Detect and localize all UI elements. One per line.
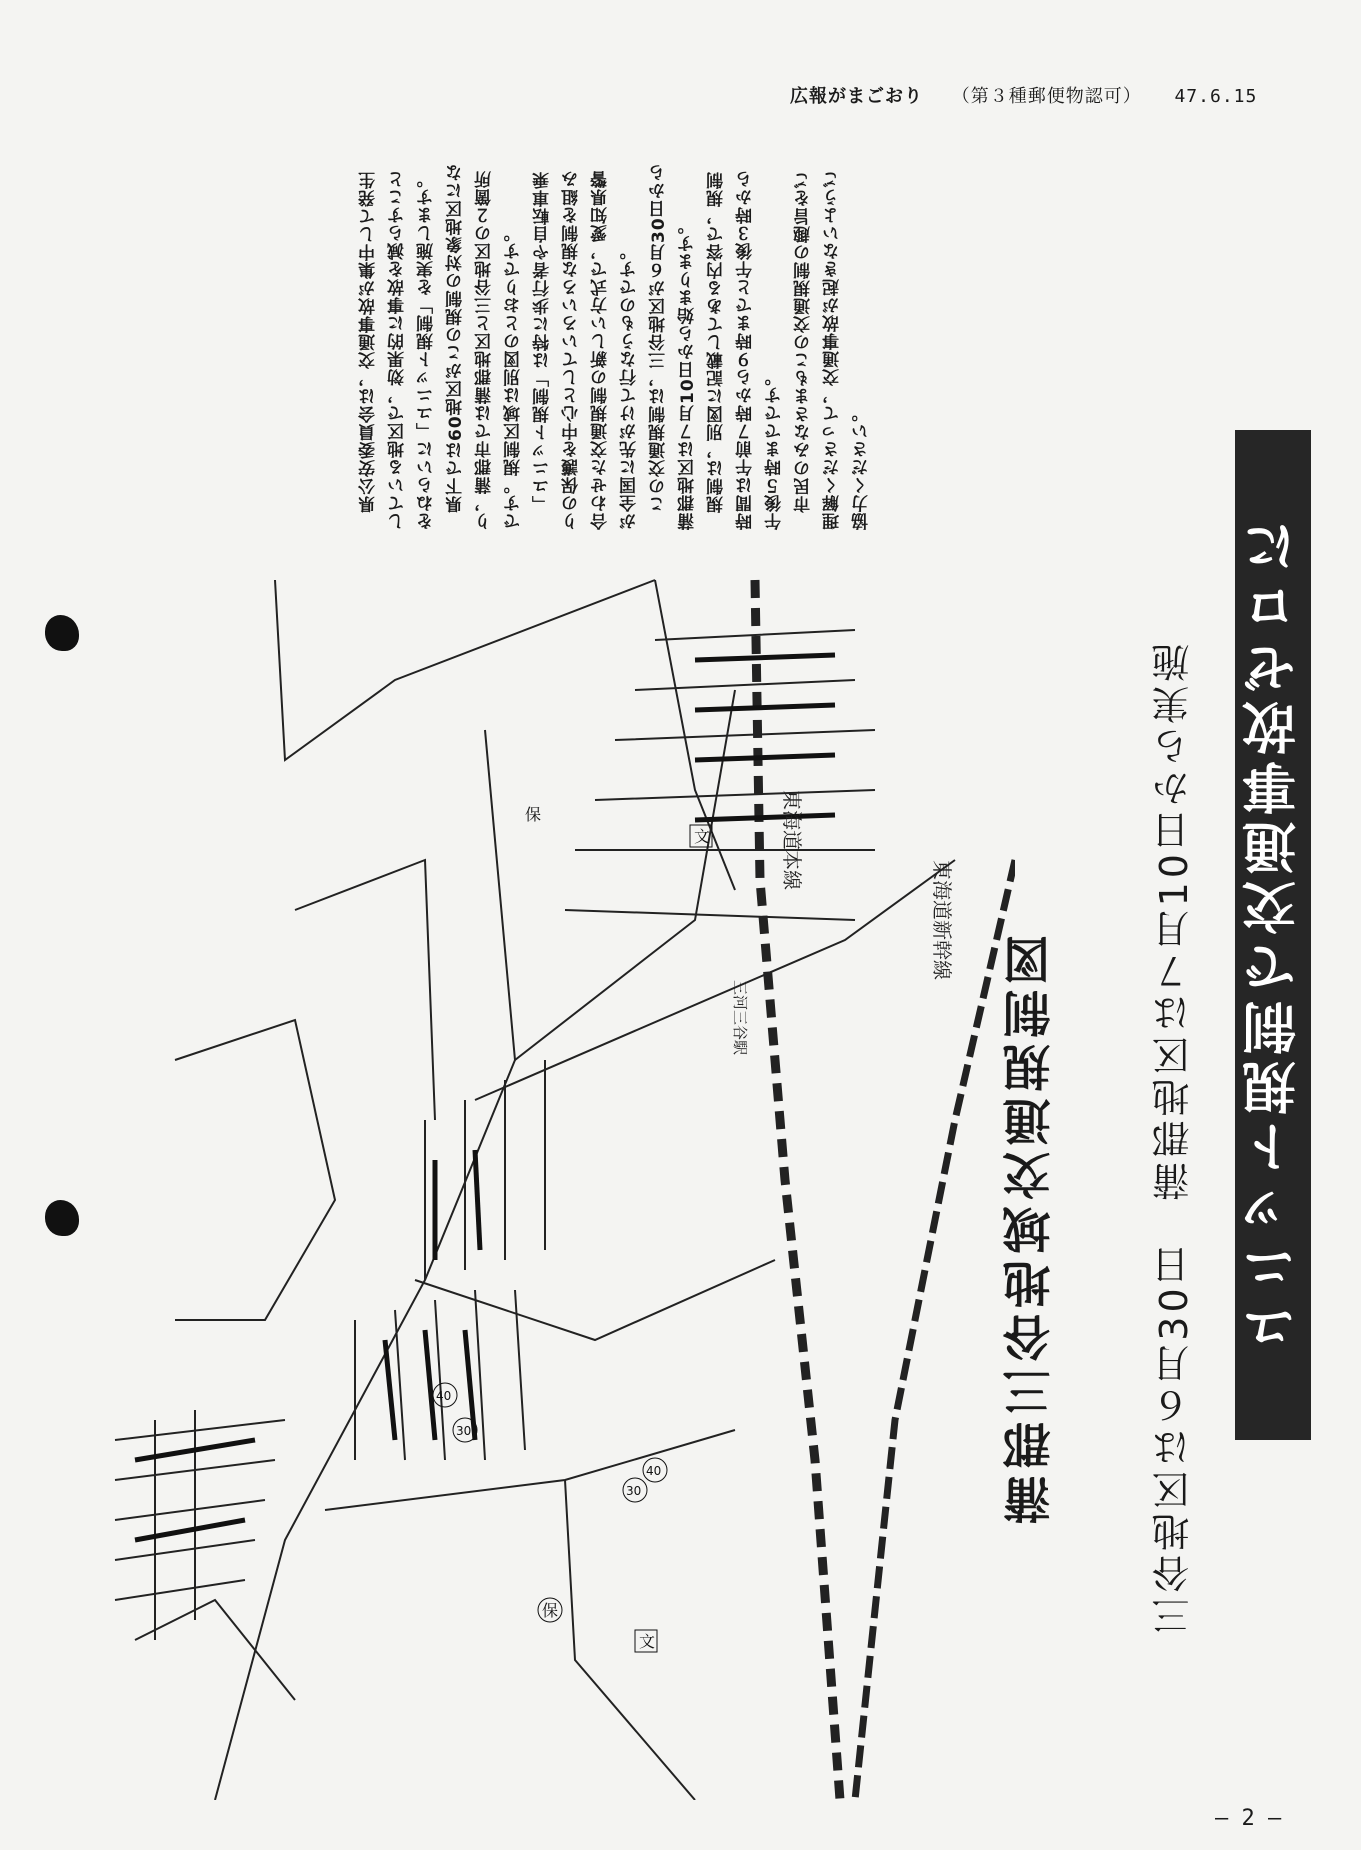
road (175, 1020, 335, 1320)
main-road (475, 860, 955, 1100)
school-symbol-label: 文 (639, 1632, 656, 1651)
page-header (790, 82, 1258, 108)
side-street (115, 1410, 285, 1640)
article-body (355, 160, 1045, 530)
school-symbol-label: 文 (694, 827, 711, 846)
one-way-arrow (695, 705, 835, 710)
paragraph: 「ユニット規制」は特に歩行者や自転車乗りの保護を中心としていろいろな規制を組み合わせた交通規制の新しい方式で，愛知県警が全国に先がけて行なうものです。 (533, 170, 640, 530)
page-number: — 2 — (1215, 1806, 1282, 1831)
side-street (355, 1290, 525, 1460)
one-way-arrow (695, 655, 835, 660)
shinkansen-label: 東海道新幹線 (930, 860, 954, 980)
one-way-arrow (695, 755, 835, 760)
paragraph: 県下では60地区がこの規制の対象地区になり，蒲郡市では蒲郡地区と三谷地区の２箇所です。規制区域は別図のとおりです。 (446, 163, 524, 530)
road (135, 1600, 295, 1700)
traffic-regulation-map (95, 560, 1015, 1800)
tokaido-railway (755, 580, 840, 1800)
punch-hole (45, 1200, 79, 1236)
one-way-arrow (135, 1520, 245, 1540)
postal-permit: （第３種郵便物認可） (951, 86, 1142, 107)
station-label: 三河三谷駅 (731, 980, 749, 1056)
issue-date: 47.6.15 (1174, 86, 1258, 107)
speed-sign-30-label: 30 (626, 1484, 642, 1498)
one-way-arrow (425, 1330, 435, 1440)
paragraph: 市民のみなさまもこの交通規制の趣旨をご理解くださって，交通事故が起きないようご協力ください。 (794, 170, 872, 530)
road (515, 690, 735, 1060)
speed-sign-40-label: 40 (646, 1464, 662, 1478)
paragraph: 規制は，別図に記載してある内容で，規制時間は午前７時から９時までと午後３時から午後５時までです。 (707, 170, 785, 530)
speed-sign-30-label: 30 (456, 1424, 472, 1438)
subtitle: 三谷地区は６月30日 蒲郡地区は７月10日から実施 (1152, 640, 1196, 1635)
main-road (215, 730, 515, 1800)
road (295, 860, 435, 1120)
side-street (425, 1060, 545, 1280)
tokaido-line-label: 東海道本線 (780, 790, 804, 890)
nursery-symbol-label: 保 (525, 805, 542, 824)
paragraph: この交通規制は，三谷地区が６月30日から蒲郡地区は７月10日から始まります。 (649, 163, 698, 530)
main-road (325, 1430, 735, 1510)
one-way-arrow (385, 1340, 395, 1440)
shinkansen-line (855, 860, 1015, 1800)
speed-sign-40-label: 40 (436, 1389, 452, 1403)
title-banner: ユニット規制で交通事故ゼロに (1235, 430, 1311, 1440)
publication-name: 広報がまごおり (790, 86, 923, 107)
main-road (415, 1260, 775, 1340)
paragraph: 県公安委員会は，交通事故が集中して発生している地区で，効果的に事故を減らすことをねらいに「ユニット規制」を実施します。 (359, 170, 437, 530)
nursery-symbol-label: 保 (542, 1601, 559, 1620)
one-way-arrow (475, 1150, 480, 1250)
punch-hole (45, 615, 79, 651)
one-way-arrow (695, 815, 835, 820)
road (565, 1480, 695, 1800)
map-title: 蒲郡三谷地域交通規制図 (1003, 930, 1059, 1524)
main-road (275, 580, 655, 760)
